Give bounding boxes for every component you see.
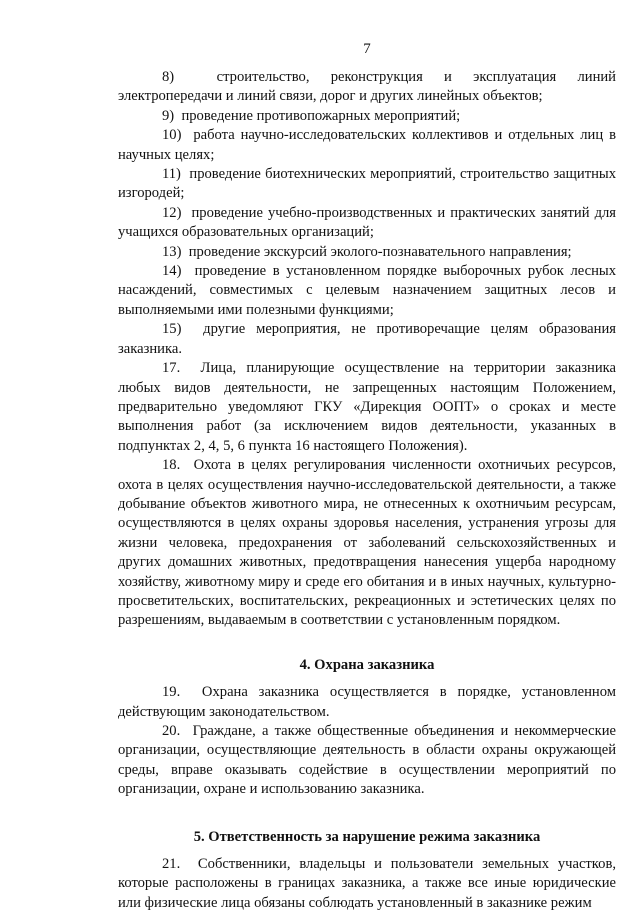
list-item-11: 11) проведение биотехнических мероприятий, строительство защитных изгородей; [118,166,616,202]
list-item-12: 12) проведение учебно-производственных и практических занятий для учащихся образовательных организаций; [118,204,616,241]
paragraph-19: 19. Охрана заказника осуществляется в порядке, установленном действующим законодательством. [118,684,616,720]
list-item-15: 15) другие мероприятия, не противоречащие целям образования заказника. [118,321,616,357]
paragraph-17: 17. Лица, планирующие осуществление на территории заказника любых видов деятельности, не запрещенных настоящим Положением, предварительно уведомляют ГКУ «Дирекция ООПТ» о сроках и месте выполнения работ (за исключением видов деятельности, указанных в подпунктах 2, 4, 5, 6 пункта 16 настоящего Положения). [118,360,616,454]
page-number: 7 [363,41,371,57]
section-5-heading: 5. Ответственность за нарушение режима заказника [193,828,541,845]
list-item-10: 10) работа научно-исследовательских коллективов и отдельных лиц в научных целях; [118,127,616,163]
list-item-8: 8) строительство, реконструкция и эксплуатация линий электропередачи и линий связи, дорог и других линейных объектов; [118,69,616,105]
list-item-14: 14) проведение в установленном порядке выборочных рубок лесных насаждений, совместимых с целевым назначением защитных лесов и выполняемыми ими полезными функциями; [118,263,616,318]
paragraph-20: 20. Граждане, а также общественные объединения и некоммерческие организации, осуществляющие деятельность в области охраны окружающей среды, вправе оказывать содействие в осуществлении мероприятий по организации, охране и использованию заказника. [118,723,616,798]
paragraph-21: 21. Собственники, владельцы и пользователи земельных участков, которые расположены в границах заказника, а также все иные юридические или физические лица обязаны соблюдать установленный в заказнике режим [118,856,616,911]
paragraph-18: 18. Охота в целях регулирования численности охотничьих ресурсов, охота в целях осуществления научно-исследовательской деятельности, а также добывание объектов животного мира, не отнесенных к охотничьим ресурсам, осуществляются в целях охраны здоровья населения, устранения угрозы для жизни человека, предохранения от заболеваний сельскохозяйственных и других домашних животных, предотвращения нанесения ущерба народному хозяйству, животному миру и среде его обитания и в иных научных, культурно-просветительских, воспитательских, рекреационных и эстетических целях по разрешениям, выдаваемым в соответствии с установленным порядком. [118,457,616,629]
list-item-9: 9) проведение противопожарных мероприятий; [162,107,461,124]
section-4-heading: 4. Охрана заказника [299,656,435,673]
list-item-13: 13) проведение экскурсий эколого-познавательного направления; [162,243,572,260]
document-page [118,40,616,913]
